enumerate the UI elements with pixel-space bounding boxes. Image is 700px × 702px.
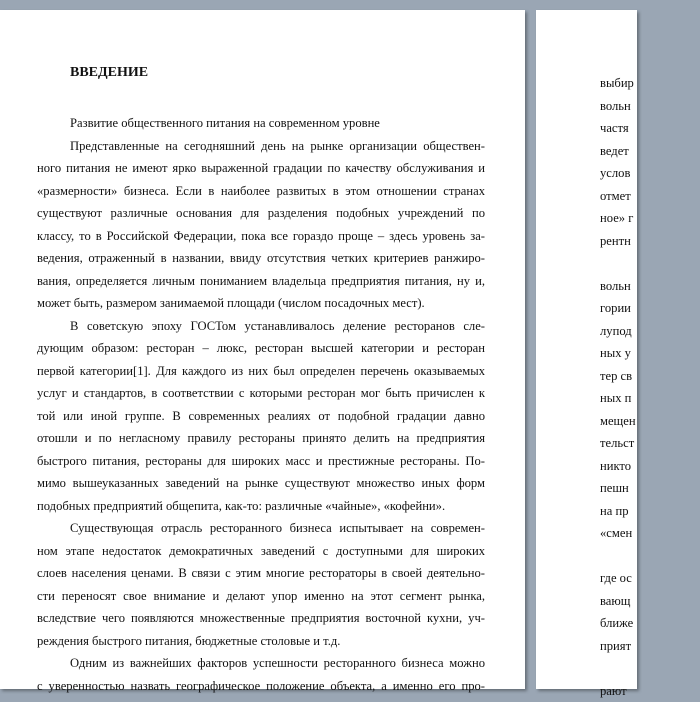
text-line: вольн: [600, 95, 700, 118]
text-line: прият: [600, 635, 700, 658]
text-line: тер св: [600, 365, 700, 388]
text-line: «размерности» бизнеса. Если в наиболее развитых в этом отношении странах: [37, 180, 485, 203]
text-line: пешн: [600, 477, 700, 500]
text-line: ного питания не имеют ярко выраженной градации по качеству обслуживания и: [37, 157, 485, 180]
text-line: вольн: [600, 275, 700, 298]
text-line: Существующая отрасль ресторанного бизнеса испытывает на современ-: [37, 517, 485, 540]
text-line: реждения быстрого питания, бюджетные столовые и т.д.: [37, 630, 485, 653]
text-line: никто: [600, 455, 700, 478]
text-line: В советскую эпоху ГОСТом устанавливалось деление ресторанов сле-: [37, 315, 485, 338]
text-line: мимо вышеуказанных заведений на рынке существуют множество иных форм: [37, 472, 485, 495]
text-line: быстрого питания, рестораны для широких масс и престижные рестораны. По-: [37, 450, 485, 473]
text-line: где ос: [600, 567, 700, 590]
text-line: классу, то в Российской Федерации, пока все гораздо проще – здесь уровень за-: [37, 225, 485, 248]
text-line: выбир: [600, 72, 700, 95]
text-line: на пр: [600, 500, 700, 523]
text-line: Одним из важнейших факторов успешности ресторанного бизнеса можно: [37, 652, 485, 675]
text-line: рают: [600, 680, 700, 702]
text-line: с уверенностью назвать географическое положение объекта, а именно его про-: [37, 675, 485, 698]
text-line: ближе: [600, 612, 700, 635]
text-line: подобных предприятий общепита, как-то: различные «чайные», «кофейни».: [37, 495, 485, 518]
text-line: существуют различные основания для разделения подобных учреждений по: [37, 202, 485, 225]
text-line: вследствие чего появляются множественные предприятия восточной кухни, уч-: [37, 607, 485, 630]
text-line: может быть, размером занимаемой площади (числом посадочных мест).: [37, 292, 485, 315]
text-line: мещен: [600, 410, 700, 433]
document-page-next: [536, 10, 637, 689]
text-line: вающ: [600, 590, 700, 613]
text-line: рентн: [600, 230, 700, 253]
text-line: первой категории[1]. Для каждого из них был определен перечень оказываемых: [37, 360, 485, 383]
text-line: ведет: [600, 140, 700, 163]
text-line: слоев населения ценами. В связи с этим многие рестораторы в своей деятельно-: [37, 562, 485, 585]
text-line: [600, 545, 700, 568]
text-line: вания, определяется личным пониманием владельца предприятия питания, ну и,: [37, 270, 485, 293]
body-text-partial: [600, 72, 700, 702]
text-line: дующим образом: ресторан – люкс, ресторан высшей категории и ресторан: [37, 337, 485, 360]
document-page: [0, 10, 525, 689]
text-line: Развитие общественного питания на современном уровне: [37, 112, 485, 135]
body-text: [37, 112, 485, 697]
text-line: [600, 252, 700, 275]
text-line: лупод: [600, 320, 700, 343]
text-line: ных у: [600, 342, 700, 365]
text-line: отмет: [600, 185, 700, 208]
text-line: ведения, отраженный в названии, ввиду отсутствия четких критериев ранжиро-: [37, 247, 485, 270]
text-line: гории: [600, 297, 700, 320]
text-line: частя: [600, 117, 700, 140]
text-line: той или иной группе. В современных реалиях от подобной градации давно: [37, 405, 485, 428]
text-line: услуг и стандартов, в соответствии с которыми ресторан мог быть причислен к: [37, 382, 485, 405]
text-line: тельст: [600, 432, 700, 455]
text-line: ном этапе недостаток демократичных заведений с доступными для широких: [37, 540, 485, 563]
text-line: ных п: [600, 387, 700, 410]
text-line: ное» г: [600, 207, 700, 230]
text-line: [600, 657, 700, 680]
text-line: услов: [600, 162, 700, 185]
text-line: сти переносят свое внимание и делают упор именно на этот сегмент рынка,: [37, 585, 485, 608]
text-line: «смен: [600, 522, 700, 545]
text-line: Представленные на сегодняшний день на рынке организации обществен-: [37, 135, 485, 158]
text-line: отошли и по негласному правилу рестораны принято делить на предприятия: [37, 427, 485, 450]
section-heading: ВВЕДЕНИЕ: [70, 65, 148, 81]
